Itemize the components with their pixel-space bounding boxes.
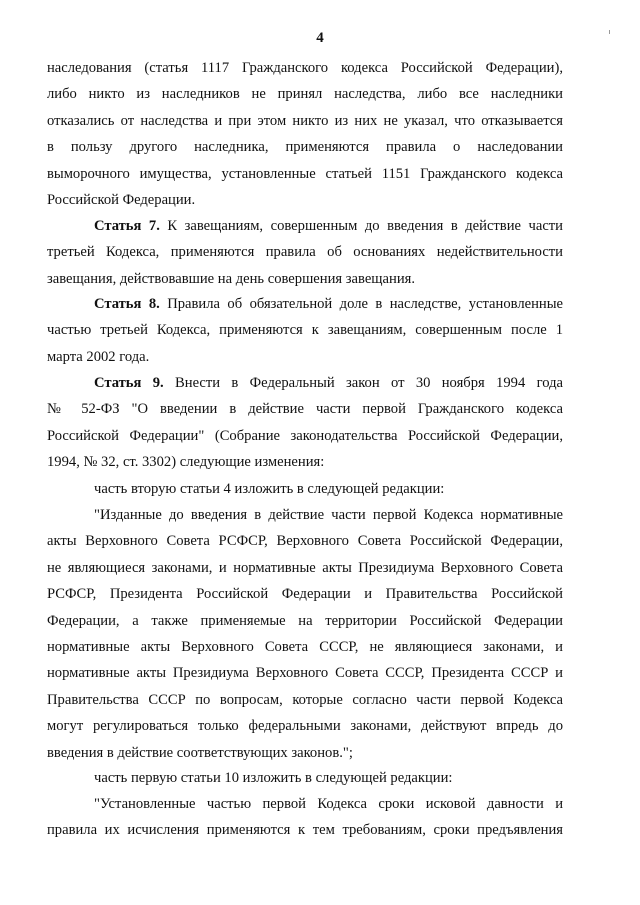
text-line: правила их исчисления применяются к тем требованиям, сроки предъявления <box>47 822 563 839</box>
page-number: 4 <box>316 30 324 46</box>
text-line: Правительства СССР по вопросам, которые согласно части первой Кодекса <box>47 691 563 708</box>
text-line: акты Верховного Совета РСФСР, Верховного Совета Российской Федерации, <box>47 533 563 550</box>
article-7-heading: Статья 7. <box>94 218 160 234</box>
article-8-text: Правила об обязательной доле в наследстве, установленные <box>159 296 563 312</box>
article-9-text: Внести в Федеральный закон от 30 ноября 1994 года <box>163 375 563 391</box>
change-2 <box>47 765 563 791</box>
text-line: третьей Кодекса, применяются правила об основаниях недействительности <box>47 244 563 261</box>
article-9-first-line <box>47 370 563 396</box>
scan-mark <box>609 30 610 34</box>
article-9-heading: Статья 9. <box>94 375 164 391</box>
article-8 <box>47 291 563 370</box>
article-7 <box>47 213 563 292</box>
text-line: Федерации, а также применяемые на территории Российской Федерации <box>47 612 563 629</box>
text-line: завещания, действовавшие на день совершения завещания. <box>47 270 415 287</box>
article-7-first-line <box>47 213 563 239</box>
change-2-intro: часть первую статьи 10 изложить в следующей редакции: <box>94 770 453 786</box>
text-line: не являющиеся законами, и нормативные акты Президиума Верховного Совета <box>47 559 563 576</box>
text-line: № 52-ФЗ "О введении в действие части первой Гражданского кодекса <box>47 401 563 418</box>
text-line: "Установленные частью первой Кодекса сроки исковой давности и <box>94 796 563 812</box>
text-line: Российской Федерации. <box>47 191 196 208</box>
text-line: введения в действие соответствующих законов."; <box>47 744 353 761</box>
text-line: марта 2002 года. <box>47 348 150 365</box>
text-line: либо никто из наследников не принял наследства, либо все наследники <box>47 86 563 103</box>
article-7-text: К завещаниям, совершенным до введения в действие части <box>159 218 563 234</box>
article-9 <box>47 370 563 476</box>
text-line: частью третьей Кодекса, применяются к завещаниям, совершенным после 1 <box>47 322 563 339</box>
quote-2 <box>47 791 563 844</box>
text-line: нормативные акты Президиума Верховного Совета СССР, Президента СССР и <box>47 665 563 682</box>
text-line: 1994, № 32, ст. 3302) следующие изменения: <box>47 454 325 471</box>
text-line: Российской Федерации" (Собрание законодательства Российской Федерации, <box>47 427 563 444</box>
text-line: отказались от наследства и при этом никто из них не указал, что отказывается <box>47 112 563 129</box>
article-8-heading: Статья 8. <box>94 296 160 312</box>
text-line: нормативные акты Верховного Совета СССР, не являющиеся законами, и <box>47 638 563 655</box>
article-8-first-line <box>47 291 563 317</box>
text-line: РСФСР, Президента Российской Федерации и Правительства Российской <box>47 586 563 603</box>
text-line: наследования (статья 1117 Гражданского кодекса Российской Федерации), <box>47 60 563 76</box>
change-1 <box>47 476 563 502</box>
text-line: "Изданные до введения в действие части первой Кодекса нормативные <box>94 507 563 523</box>
text-line: в пользу другого наследника, применяются правила о наследовании <box>47 139 563 156</box>
text-line: могут регулироваться только федеральными законами, действуют впредь до <box>47 718 563 735</box>
change-1-intro: часть вторую статьи 4 изложить в следующей редакции: <box>94 481 445 497</box>
text-line: выморочного имущества, установленные статьей 1151 Гражданского кодекса <box>47 165 563 182</box>
paragraph-continuation <box>47 55 563 213</box>
quote-1 <box>47 502 563 766</box>
